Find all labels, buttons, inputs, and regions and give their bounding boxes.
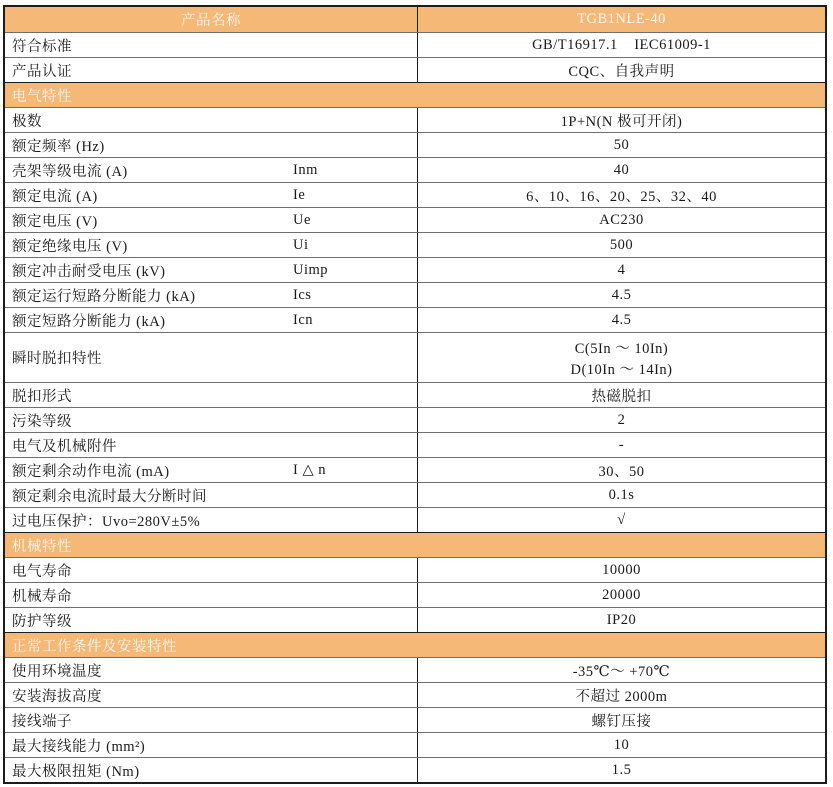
row-value: 2 bbox=[617, 411, 626, 428]
row-value: 50 bbox=[613, 136, 630, 153]
row-symbol: Ui bbox=[293, 236, 309, 253]
table-row bbox=[5, 182, 825, 207]
product-name-header: 产品名称 bbox=[5, 7, 418, 32]
row-label: 机械寿命 bbox=[12, 588, 72, 605]
row-label: 额定剩余电流时最大分断时间 bbox=[12, 488, 207, 505]
row-symbol: Uimp bbox=[293, 261, 329, 278]
row-value: 不超过 2000m bbox=[575, 688, 668, 705]
row-label: 额定短路分断能力 (kA) bbox=[12, 313, 166, 330]
row-label: 过电压保护：Uvo=280V±5% bbox=[12, 513, 201, 530]
row-symbol: Inm bbox=[293, 161, 318, 178]
row-value: 10000 bbox=[602, 561, 641, 578]
row-value: AC230 bbox=[599, 211, 644, 228]
row-label: 额定冲击耐受电压 (kV) bbox=[12, 263, 166, 280]
row-value-line: D(10In ～ 14In) bbox=[570, 361, 673, 378]
row-value: 1P+N(N 极可开闭) bbox=[560, 113, 683, 130]
table-row bbox=[5, 32, 825, 57]
row-label: 防护等级 bbox=[12, 613, 72, 630]
table-row bbox=[5, 657, 825, 682]
table-row bbox=[5, 432, 825, 457]
row-value: 40 bbox=[613, 161, 630, 178]
table-row bbox=[5, 757, 825, 782]
table-row bbox=[5, 382, 825, 407]
table-row bbox=[5, 57, 825, 82]
table-row bbox=[5, 607, 825, 632]
table-row bbox=[5, 732, 825, 757]
row-label: 最大接线能力 (mm²) bbox=[12, 738, 146, 755]
table-row-trip-characteristic bbox=[5, 332, 825, 382]
section-header-electrical: 电气特性 bbox=[5, 82, 825, 107]
row-label: 壳架等级电流 (A) bbox=[12, 163, 128, 180]
row-value: 4.5 bbox=[611, 311, 632, 328]
row-label: 额定剩余动作电流 (mA) bbox=[12, 463, 170, 480]
row-symbol: Ics bbox=[293, 286, 312, 303]
table-row bbox=[5, 307, 825, 332]
row-value: 4 bbox=[617, 261, 626, 278]
table-row bbox=[5, 282, 825, 307]
row-label: 安装海拔高度 bbox=[12, 688, 102, 705]
row-value: 10 bbox=[613, 736, 630, 753]
table-row bbox=[5, 207, 825, 232]
table-row bbox=[5, 707, 825, 732]
row-label: 电气及机械附件 bbox=[12, 438, 117, 455]
row-label: 符合标准 bbox=[12, 38, 72, 55]
row-value-line: C(5In ～ 10In) bbox=[574, 340, 669, 357]
product-model-value: TGB1NLE-40 bbox=[577, 11, 666, 27]
row-value: 4.5 bbox=[611, 286, 632, 303]
row-value: 30、50 bbox=[598, 463, 645, 480]
spec-table bbox=[3, 5, 827, 784]
row-value: IP20 bbox=[606, 611, 637, 628]
row-value: √ bbox=[617, 511, 626, 528]
row-value: CQC、自我声明 bbox=[568, 63, 675, 80]
row-label: 额定频率 (Hz) bbox=[12, 138, 105, 155]
row-symbol: Icn bbox=[293, 311, 314, 328]
row-value: 热磁脱扣 bbox=[591, 388, 652, 405]
table-row bbox=[5, 482, 825, 507]
row-label: 最大极限扭矩 (Nm) bbox=[12, 763, 140, 780]
row-label: 额定绝缘电压 (V) bbox=[12, 238, 128, 255]
table-row bbox=[5, 157, 825, 182]
table-row bbox=[5, 257, 825, 282]
row-value: 0.1s bbox=[608, 486, 635, 503]
row-label: 产品认证 bbox=[12, 63, 72, 80]
row-label: 额定电流 (A) bbox=[12, 188, 98, 205]
row-label: 额定电压 (V) bbox=[12, 213, 98, 230]
row-label: 使用环境温度 bbox=[12, 663, 102, 680]
table-row bbox=[5, 232, 825, 257]
row-value: - bbox=[618, 436, 625, 453]
table-row bbox=[5, 682, 825, 707]
row-value: GB/T16917.1 IEC61009-1 bbox=[532, 36, 711, 53]
row-label: 接线端子 bbox=[12, 713, 72, 730]
table-header-row bbox=[5, 7, 825, 32]
row-label: 额定运行短路分断能力 (kA) bbox=[12, 288, 196, 305]
table-row bbox=[5, 132, 825, 157]
table-row bbox=[5, 457, 825, 482]
table-row bbox=[5, 407, 825, 432]
row-value: -35℃～ +70℃ bbox=[572, 663, 671, 680]
section-header-installation: 正常工作条件及安装特性 bbox=[5, 632, 825, 657]
row-value: 6、10、16、20、25、32、40 bbox=[526, 188, 717, 205]
row-label: 极数 bbox=[12, 113, 42, 130]
row-value: 500 bbox=[609, 236, 634, 253]
row-symbol: Ue bbox=[293, 211, 311, 228]
table-row bbox=[5, 107, 825, 132]
row-value: 1.5 bbox=[611, 761, 632, 778]
row-value: 螺钉压接 bbox=[591, 713, 652, 730]
row-label: 瞬时脱扣特性 bbox=[12, 351, 102, 367]
table-row bbox=[5, 582, 825, 607]
row-label: 脱扣形式 bbox=[12, 388, 72, 405]
table-row bbox=[5, 507, 825, 532]
table-row bbox=[5, 557, 825, 582]
row-symbol: Ie bbox=[293, 186, 306, 203]
row-value: 20000 bbox=[602, 586, 641, 603]
row-symbol: I △ n bbox=[293, 461, 326, 478]
row-label: 污染等级 bbox=[12, 413, 72, 430]
section-header-mechanical: 机械特性 bbox=[5, 532, 825, 557]
row-label: 电气寿命 bbox=[12, 563, 72, 580]
